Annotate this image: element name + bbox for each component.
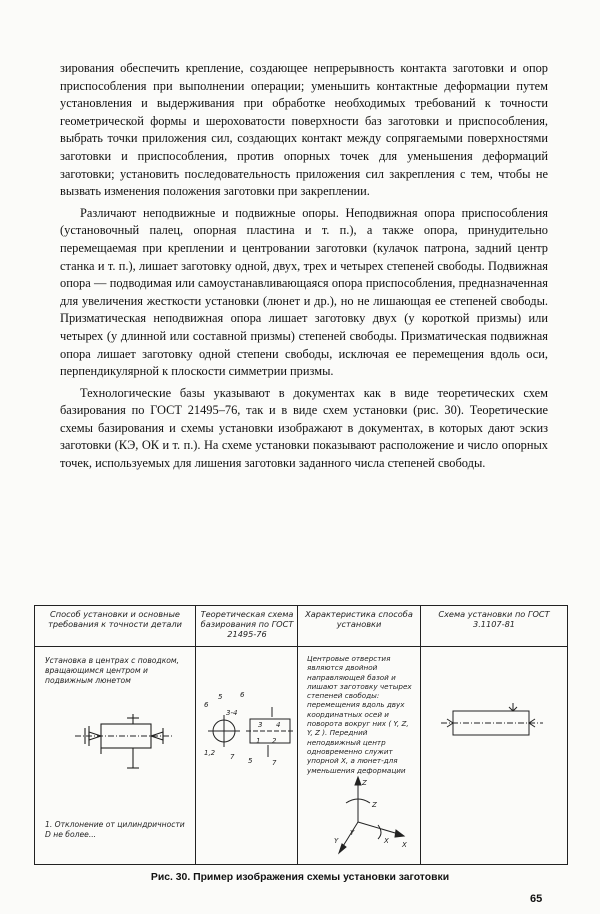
paragraph-2: Различают неподвижные и подвижные опоры. Неподвижная опора приспособления (установочный палец, опорная пластина и т. п.), а также опора, принудительно перемещаемая при креплении и центровании заготовки (кулачок патрона, задний центр станка и т. п.), лишает заготовку одной, двух, трех и четырех степеней свободы. Подвижная опора — подводимая или самоустанавливающаяся опора приспособления, предназначенная для увеличения жесткости установки (люнет и др.), но не лишающая ее степеней свободы. Призматическая неподвижная опора лишает заготовку двух (у короткой призмы) или четырех (у длинной или составной призмы) степеней свободы. Призматическая подвижная опора лишает заготовку одной степени свободы, исключая ее перемещения вдоль оси, перпендикулярной к плоскости симметрии призмы. [60,205,548,379]
setup-scheme [421,647,567,863]
scheme-label: 3-4 [226,709,238,717]
scheme-label: 7 [272,759,277,767]
header-col-1: Способ установки и основные требования к точности детали [48,609,182,629]
axis-label: X [402,841,407,849]
coordinate-axes [298,647,420,863]
figure-table [34,605,568,865]
paragraph-1: зирования обеспечить крепление, создающее непрерывность контакта заготовки и опор приспособления при выполнении операции; уменьшить контактные деформации путем установления и выдерживания при обработке необходимых требований к точности геометрической формы и шероховатости поверхности баз заготовки и приспособления, выбрать точки приложения сил, создающих контакт между сопрягаемыми поверхностями заготовки и приспособления, против опорных точек для уменьшения деформаций заготовки; установить последовательность приложения сил закрепления с тем, чтобы не вызвать изменения положения заготовки при закреплении. [60,61,548,199]
theoretical-scheme [196,647,296,863]
scheme-label: 7 [230,753,235,761]
axis-label: X [384,837,389,845]
scheme-label: 1 [256,737,261,745]
scheme-label: 1,2 [204,749,216,757]
scheme-label: 5 [248,757,253,765]
axis-label: Y [334,837,339,845]
setup-sketch [35,606,195,864]
scheme-label: 3 [258,721,263,729]
header-col-3: Характеристика способа установки [305,609,413,629]
scheme-label: 2 [272,737,277,745]
page-number: 65 [530,893,543,905]
scheme-label: 5 [218,693,223,701]
axis-label: Y [350,829,355,837]
axis-label: Z [362,779,367,787]
paragraph-3: Технологические базы указывают в документах как в виде теоретических схем базирования по ГОСТ 21495–76, так и в виде схем установки (рис. 30). Теоретические схемы базирования и схемы установки изображают в документах, в которых дают эскиз заготовки (КЭ, ОК и т. п.). На схеме установки показывают расположение и число опорных точек, используемых для лишения заготовки заданного числа степеней свободы. [60,385,548,471]
scheme-label: 6 [204,701,209,709]
scheme-label: 4 [276,721,281,729]
header-col-4: Схема установки по ГОСТ 3.1107-81 [438,609,550,629]
scheme-label: 6 [240,691,245,699]
body-text [60,60,548,473]
figure-caption: Рис. 30. Пример изображения схемы установки заготовки [150,872,450,883]
method-description: Установка в центрах с поводком, вращающимся центром и подвижным люнетом [45,656,180,685]
header-col-2: Теоретическая схема базирования по ГОСТ 21495-76 [200,609,294,639]
accuracy-requirement: 1. Отклонение от цилиндричности D не более... [45,820,185,839]
axis-label: Z [372,801,377,809]
method-characteristic: Центровые отверстия являются двойной направляющей базой и лишают заготовку четырех степеней свободы: перемещения вдоль двух координатных осей и поворота вокруг них ( Y, Z, Y, Z ). Передний неподвижный центр одновременно служит упорной X, а люнет-для уменьшения деформации [307,654,412,775]
